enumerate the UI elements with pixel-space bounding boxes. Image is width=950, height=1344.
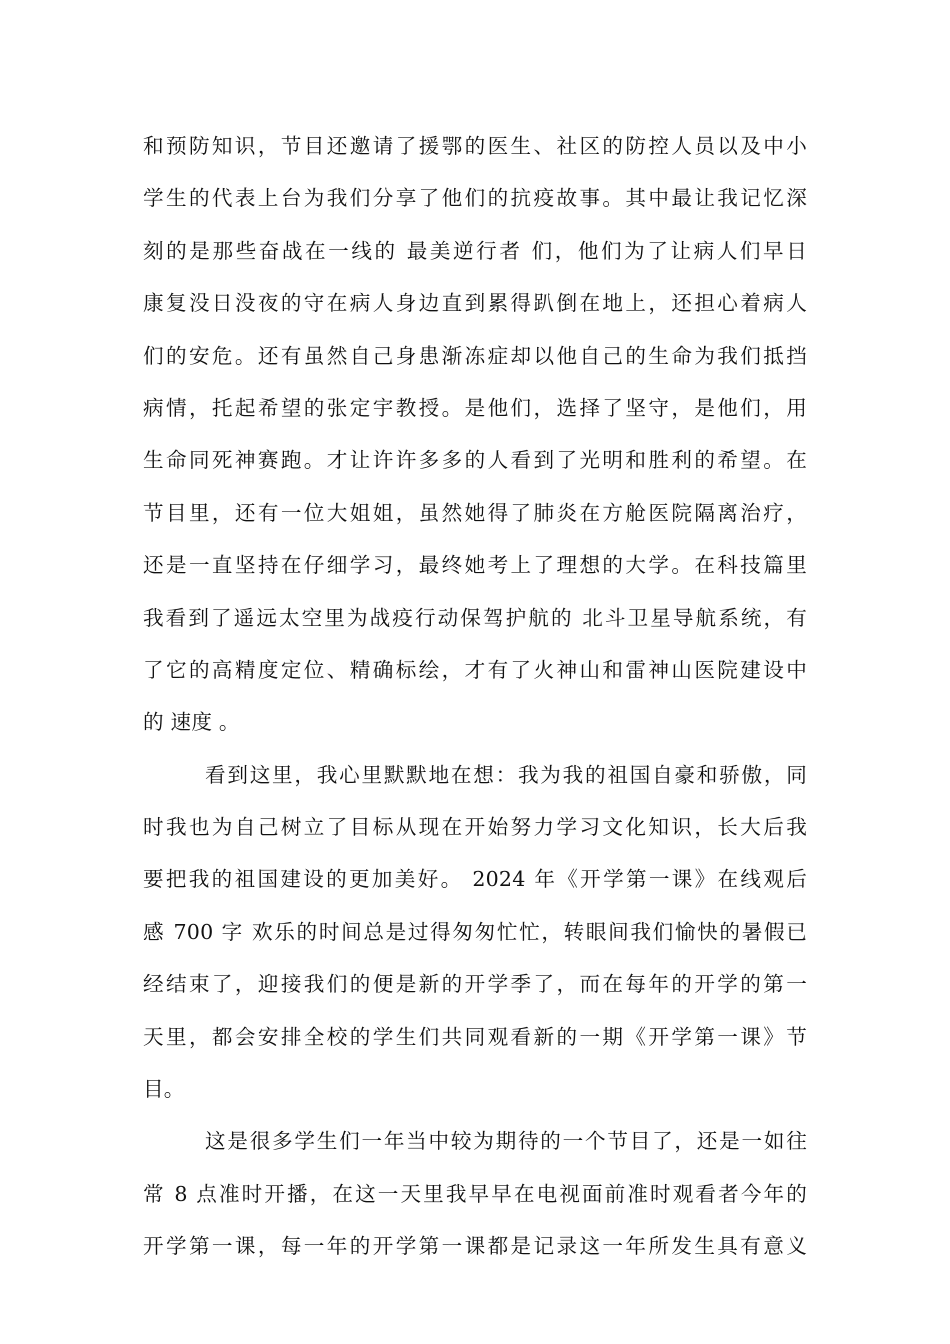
paragraph-3-line-3: 开学第一课，每一年的开学第一课都是记录这一年所发生具有意义 xyxy=(143,1234,807,1259)
paragraph-1-line-12: 的 速度 。 xyxy=(143,710,240,735)
paragraph-1-line-8: 节目里，还有一位大姐姐，虽然她得了肺炎在方舱医院隔离治疗， xyxy=(143,500,807,525)
paragraph-1-line-1: 和预防知识，节目还邀请了援鄂的医生、社区的防控人员以及中小 xyxy=(143,134,807,158)
paragraph-2-line-2: 时我也为自己树立了目标从现在开始努力学习文化知识，长大后我 xyxy=(143,815,807,840)
paragraph-2-line-5: 经结束了，迎接我们的便是新的开学季了，而在每年的开学的第一 xyxy=(143,972,807,997)
paragraph-1-line-9: 还是一直坚持在仔细学习，最终她考上了理想的大学。在科技篇里 xyxy=(143,553,807,578)
paragraph-3-line-1: 这是很多学生们一年当中较为期待的一个节目了，还是一如往 xyxy=(205,1129,807,1154)
paragraph-2-line-7: 目。 xyxy=(143,1077,185,1102)
paragraph-3-line-2: 常 8 点准时开播，在这一天里我早早在电视面前准时观看者今年的 xyxy=(143,1181,807,1206)
paragraph-1-line-4: 康复没日没夜的守在病人身边直到累得趴倒在地上，还担心着病人 xyxy=(143,291,807,316)
paragraph-1-line-7: 生命同死神赛跑。才让许许多多的人看到了光明和胜利的希望。在 xyxy=(143,448,807,473)
paragraph-2-line-1: 看到这里，我心里默默地在想：我为我的祖国自豪和骄傲，同 xyxy=(205,762,807,787)
paragraph-1-line-11: 了它的高精度定位、精确标绘，才有了火神山和雷神山医院建设中 xyxy=(143,657,807,682)
paragraph-1-line-3: 刻的是那些奋战在一线的 最美逆行者 们，他们为了让病人们早日 xyxy=(143,238,807,263)
paragraph-1-line-6: 病情，托起希望的张定宇教授。是他们，选择了坚守，是他们，用 xyxy=(143,395,807,420)
paragraph-1-line-10: 我看到了遥远太空里为战疫行动保驾护航的 北斗卫星导航系统，有 xyxy=(143,605,807,630)
paragraph-2-line-3: 要把我的祖国建设的更加美好。 2024 年《开学第一课》在线观后 xyxy=(143,867,807,892)
article-body xyxy=(143,120,807,1273)
paragraph-1-line-5: 们的安危。还有虽然自己身患渐冻症却以他自己的生命为我们抵挡 xyxy=(143,343,807,368)
paragraph-2-line-6: 天里，都会安排全校的学生们共同观看新的一期《开学第一课》节 xyxy=(143,1024,807,1049)
paragraph-1-line-2: 学生的代表上台为我们分享了他们的抗疫故事。其中最让我记忆深 xyxy=(143,186,807,211)
paragraph-2-line-4: 感 700 字 欢乐的时间总是过得匆匆忙忙，转眼间我们愉快的暑假已 xyxy=(143,919,807,944)
